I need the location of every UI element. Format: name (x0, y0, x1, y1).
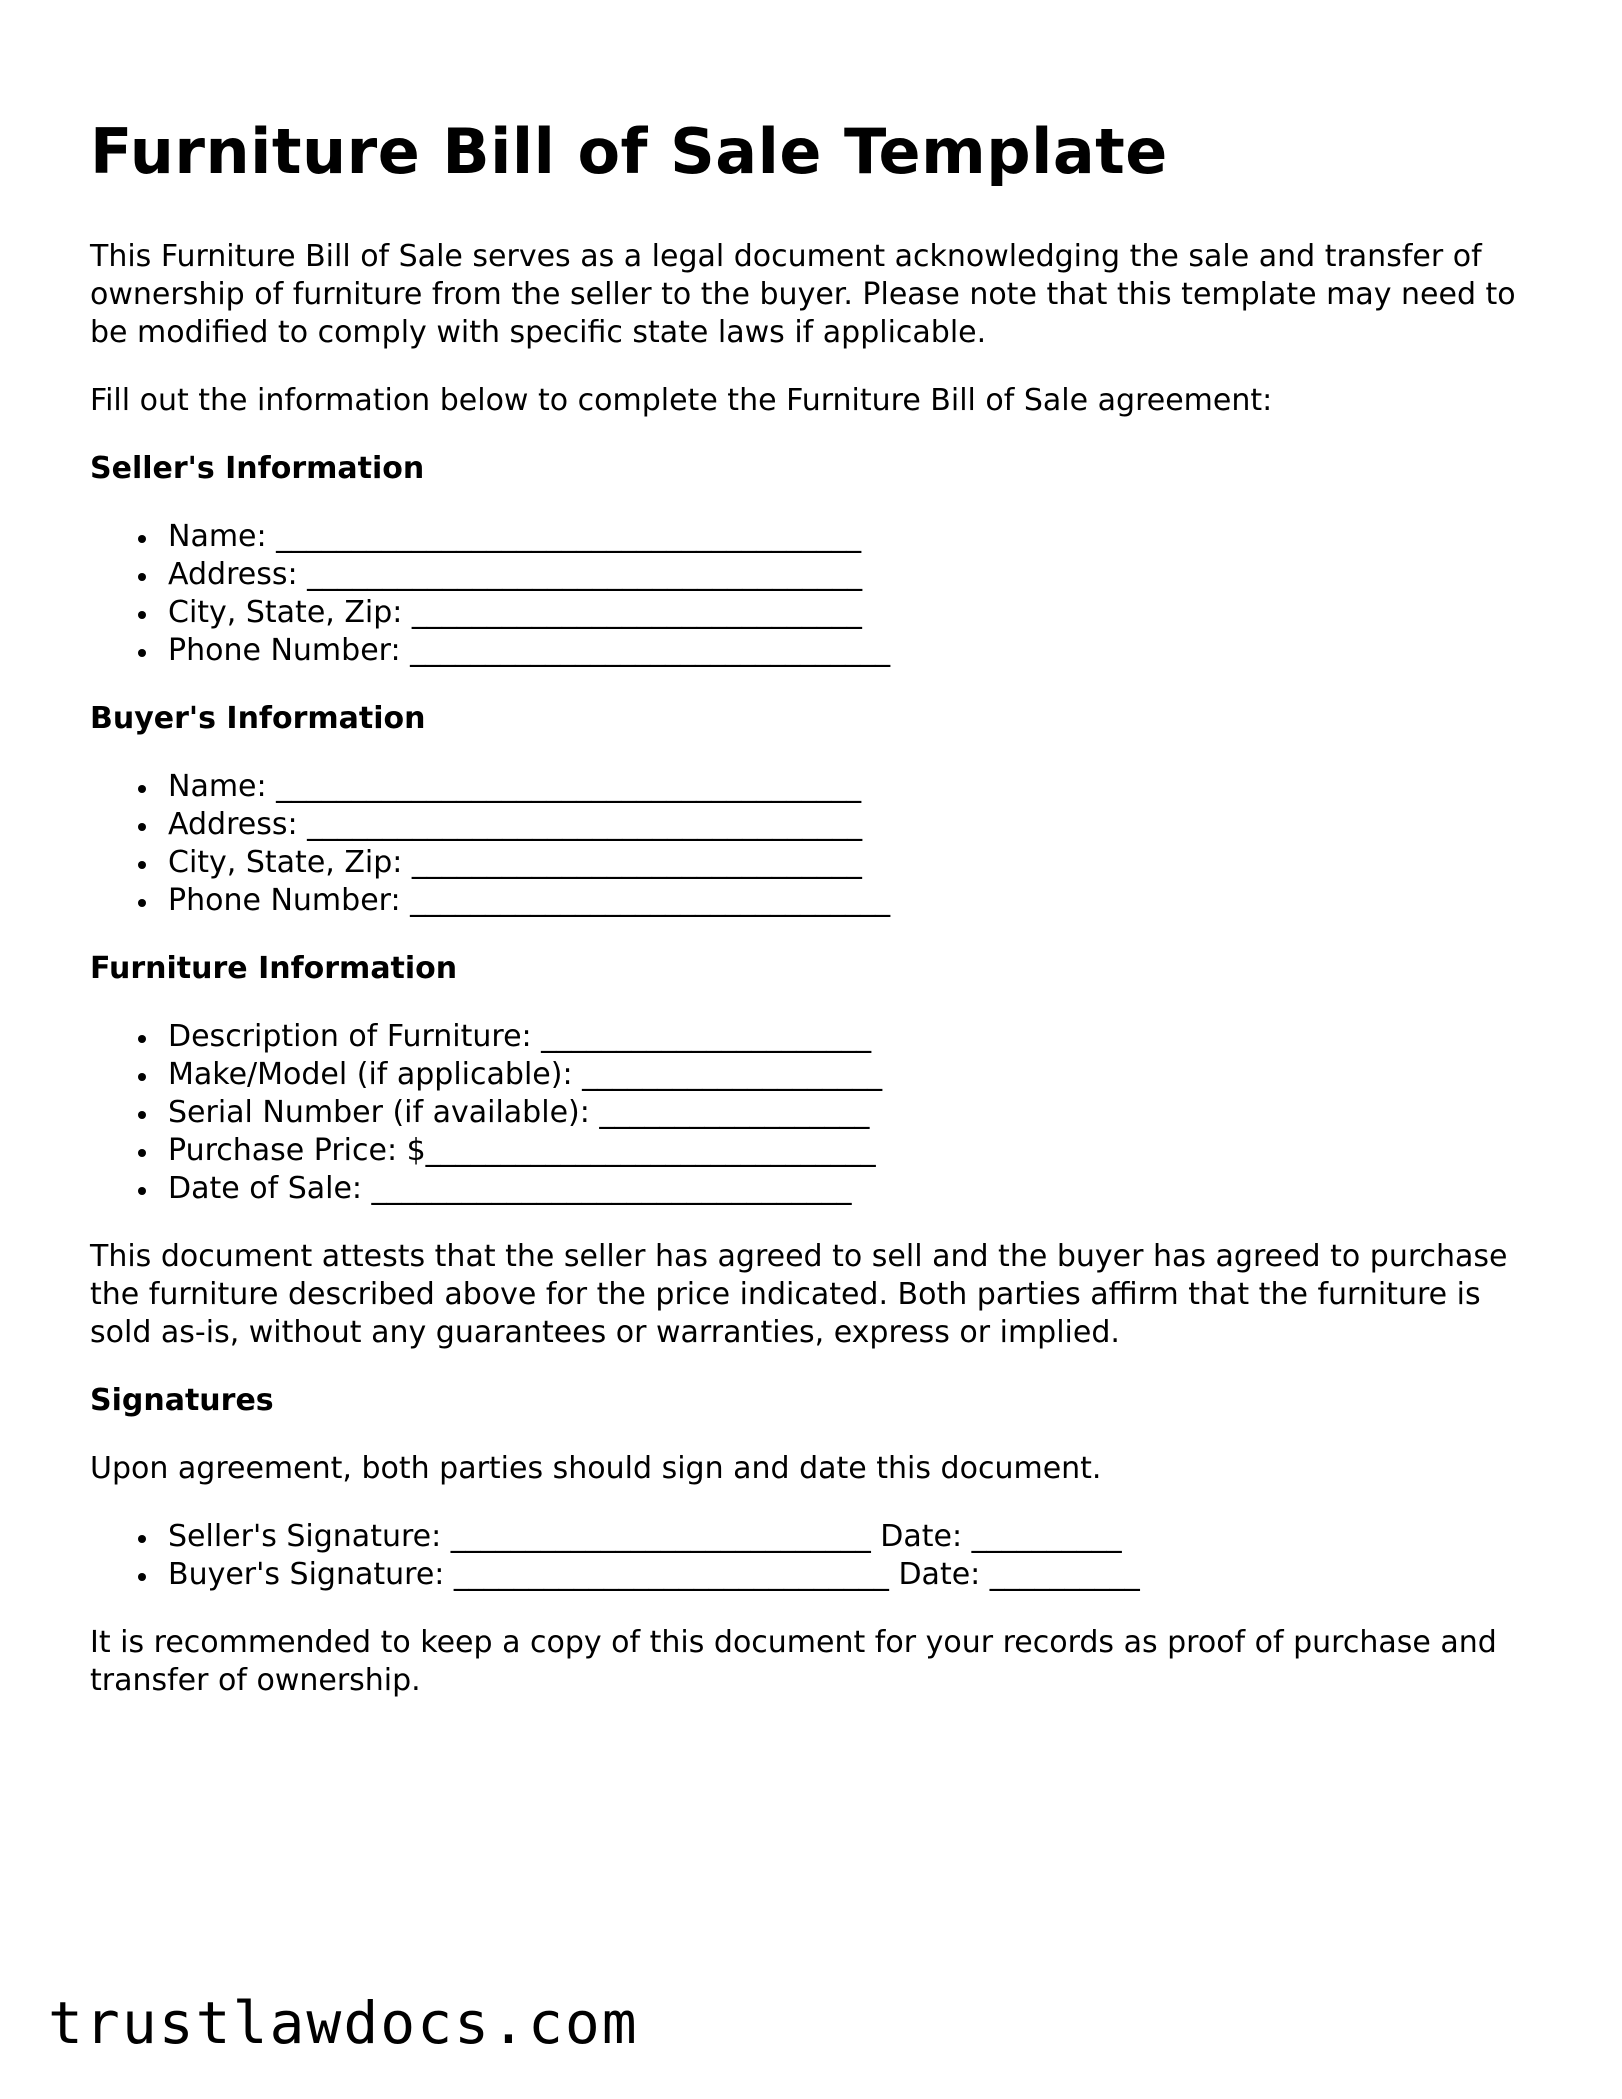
purchase-price-field[interactable]: Purchase Price: $______________________________ (168, 1132, 1550, 1170)
buyer-section (90, 700, 1550, 920)
buyer-city-state-zip-field[interactable]: City, State, Zip: ______________________________ (168, 844, 1550, 882)
document-page (90, 110, 1550, 1700)
seller-signature-field[interactable]: Seller's Signature: ____________________________ Date: __________ (168, 1518, 1550, 1556)
fill-instructions: Fill out the information below to complete the Furniture Bill of Sale agreement: (90, 383, 1273, 418)
page-title: Furniture Bill of Sale Template (90, 115, 1168, 188)
seller-phone-field[interactable]: Phone Number: ________________________________ (168, 632, 1550, 670)
furniture-make-model-field[interactable]: Make/Model (if applicable): ____________________ (168, 1056, 1550, 1094)
signatures-section (90, 1382, 1550, 1594)
signatures-note: Upon agreement, both parties should sign and date this document. (90, 1451, 1102, 1486)
seller-address-field[interactable]: Address: _____________________________________ (168, 556, 1550, 594)
buyer-signature-field[interactable]: Buyer's Signature: _____________________________ Date: __________ (168, 1556, 1550, 1594)
seller-name-field[interactable]: Name: _______________________________________ (168, 518, 1550, 556)
furniture-field-list (90, 1018, 1550, 1208)
intro-paragraph: This Furniture Bill of Sale serves as a legal document acknowledging the sale and transfer of ownership of furniture from the seller to the buyer. Please note that this template may need to be modified to comply with specific state laws if applicable. (90, 239, 1516, 350)
buyer-address-field[interactable]: Address: _____________________________________ (168, 806, 1550, 844)
buyer-name-field[interactable]: Name: _______________________________________ (168, 768, 1550, 806)
buyer-phone-field[interactable]: Phone Number: ________________________________ (168, 882, 1550, 920)
signature-field-list (90, 1518, 1550, 1594)
recommendation-paragraph: It is recommended to keep a copy of this document for your records as proof of purchase and transfer of ownership. (90, 1625, 1497, 1698)
attestation-paragraph: This document attests that the seller has agreed to sell and the buyer has agreed to purchase the furniture described above for the price indicated. Both parties affirm that the furniture is sold as-is, without any guarantees or warranties, express or implied. (90, 1239, 1508, 1350)
seller-section (90, 450, 1550, 670)
seller-heading: Seller's Information (90, 451, 425, 486)
furniture-serial-number-field[interactable]: Serial Number (if available): __________________ (168, 1094, 1550, 1132)
buyer-heading: Buyer's Information (90, 701, 426, 736)
buyer-field-list (90, 768, 1550, 920)
signatures-heading: Signatures (90, 1383, 274, 1418)
furniture-section (90, 950, 1550, 1208)
seller-city-state-zip-field[interactable]: City, State, Zip: ______________________________ (168, 594, 1550, 632)
seller-field-list (90, 518, 1550, 670)
date-of-sale-field[interactable]: Date of Sale: ________________________________ (168, 1170, 1550, 1208)
furniture-heading: Furniture Information (90, 951, 458, 986)
footer-domain: trustlawdocs.com (48, 1989, 639, 2057)
furniture-description-field[interactable]: Description of Furniture: ______________________ (168, 1018, 1550, 1056)
